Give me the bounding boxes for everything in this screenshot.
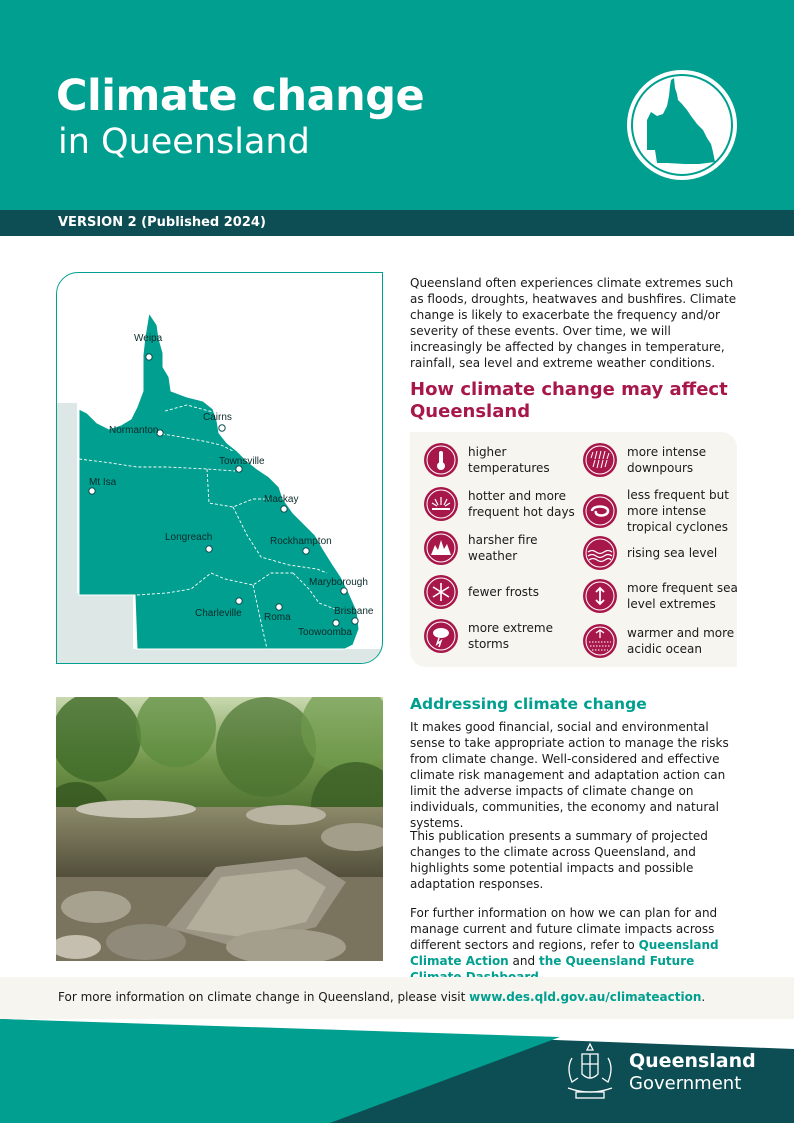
info-text-body: For more information on climate change in Queensland, please visit xyxy=(58,990,470,1004)
paragraph-3-text: For further information on how we can plan for and manage current and future climate impacts across different sectors and regions, refer to xyxy=(410,906,718,952)
fire-icon xyxy=(424,531,458,565)
impact-label: hotter and more frequent hot days xyxy=(468,489,575,519)
impact-label: rising sea level xyxy=(627,546,718,560)
map-label-mt-isa: Mt Isa xyxy=(89,477,117,488)
climate-action-url-link[interactable]: www.des.qld.gov.au/climateaction xyxy=(469,990,702,1004)
impact-item xyxy=(424,531,558,565)
map-label-rockhampton: Rockhampton xyxy=(270,536,332,547)
storm-cloud-icon xyxy=(424,619,458,653)
map-label-charleville: Charleville xyxy=(195,608,242,619)
impacts-panel xyxy=(410,432,737,667)
impact-label: more intense downpours xyxy=(627,445,707,475)
impact-item xyxy=(583,536,737,570)
ocean-icon xyxy=(583,624,617,658)
info-text xyxy=(58,990,705,1004)
impact-label: higher temperatures xyxy=(468,445,550,475)
impact-label: warmer and more acidic ocean xyxy=(627,626,735,656)
sea-level-arrow-icon xyxy=(583,579,617,613)
creek-photo xyxy=(56,697,383,961)
impact-item xyxy=(424,487,578,521)
future-climate-dashboard-link[interactable]: the Queensland Future xyxy=(538,954,695,968)
creek-photo-image xyxy=(56,697,383,961)
impact-label: more extreme storms xyxy=(468,621,554,651)
map-label-townsville: Townsville xyxy=(219,456,265,467)
map-sa-territory xyxy=(57,593,133,664)
impact-label: fewer frosts xyxy=(468,585,539,599)
map-label-longreach: Longreach xyxy=(165,532,213,543)
queensland-climate-action-link[interactable]: Queensland Climate Action xyxy=(410,938,719,968)
map-label-maryborough: Maryborough xyxy=(309,577,368,588)
impact-item xyxy=(424,575,558,609)
waves-icon xyxy=(583,536,617,570)
government-name-line2: Government xyxy=(629,1073,742,1094)
addressing-paragraph-1: It makes good financial, social and environmental sense to take appropriate action to manage the risks from climate change. Well-considered and effective climate risk management and adaptation action can limit the adverse impacts of climate change on individuals, communities, the economy and natural systems. xyxy=(410,720,729,830)
queensland-coat-of-arms-icon xyxy=(560,1038,620,1104)
impact-item xyxy=(583,487,737,535)
intro-paragraph: Queensland often experiences climate extremes such as floods, droughts, heatwaves and bushfires. Climate change is likely to exacerbate the frequency and/or severity of these events. Over time, we will increasingly be affected by changes in temperature, rainfall, sea level and extreme weather conditions. xyxy=(410,276,737,370)
impact-label: more frequent sea level extremes xyxy=(627,581,738,611)
map-label-mackay: Mackay xyxy=(264,494,299,505)
map-label-normanton: Normanton xyxy=(109,425,159,436)
thermometer-icon xyxy=(424,443,458,477)
page-title: Climate change xyxy=(56,71,425,121)
queensland-map xyxy=(56,272,383,664)
addressing-paragraph-3 xyxy=(410,905,740,985)
snowflake-icon xyxy=(424,575,458,609)
queensland-logo xyxy=(627,70,737,180)
impact-item xyxy=(583,443,717,477)
impact-item xyxy=(583,579,747,613)
map-label-cairns: Cairns xyxy=(203,412,232,423)
map-label-weipa: Weipa xyxy=(134,333,163,344)
sun-rays-icon xyxy=(424,487,458,521)
info-text-end: . xyxy=(701,990,706,1004)
map-label-roma: Roma xyxy=(264,612,291,623)
map-svg xyxy=(57,273,383,664)
government-name-line1: Queensland xyxy=(629,1050,756,1072)
header-banner xyxy=(0,0,794,210)
rain-icon xyxy=(583,443,617,477)
impact-label: less frequent but more intense tropical cyclones xyxy=(627,488,729,534)
page-subtitle: in Queensland xyxy=(58,122,310,162)
queensland-outline-icon xyxy=(627,70,737,180)
version-bar xyxy=(0,210,794,236)
cyclone-icon xyxy=(583,494,617,528)
info-bar xyxy=(0,977,794,1019)
addressing-paragraph-2: This publication presents a summary of projected changes to the climate across Queensland, and highlights some potential impacts and possible adaptation responses. xyxy=(410,829,708,891)
impact-label: harsher fire weather xyxy=(468,533,538,563)
map-label-brisbane: Brisbane xyxy=(334,606,374,617)
map-label-toowoomba: Toowoomba xyxy=(298,627,352,638)
impact-item xyxy=(424,619,558,653)
version-label: VERSION 2 (Published 2024) xyxy=(58,215,266,230)
addressing-heading: Addressing climate change xyxy=(410,695,647,713)
paragraph-3-and: and xyxy=(508,954,539,968)
impact-item xyxy=(583,624,747,658)
map-nsw-territory xyxy=(133,649,383,664)
affect-heading: How climate change may affect Queensland xyxy=(410,379,728,422)
impact-item xyxy=(424,443,558,477)
